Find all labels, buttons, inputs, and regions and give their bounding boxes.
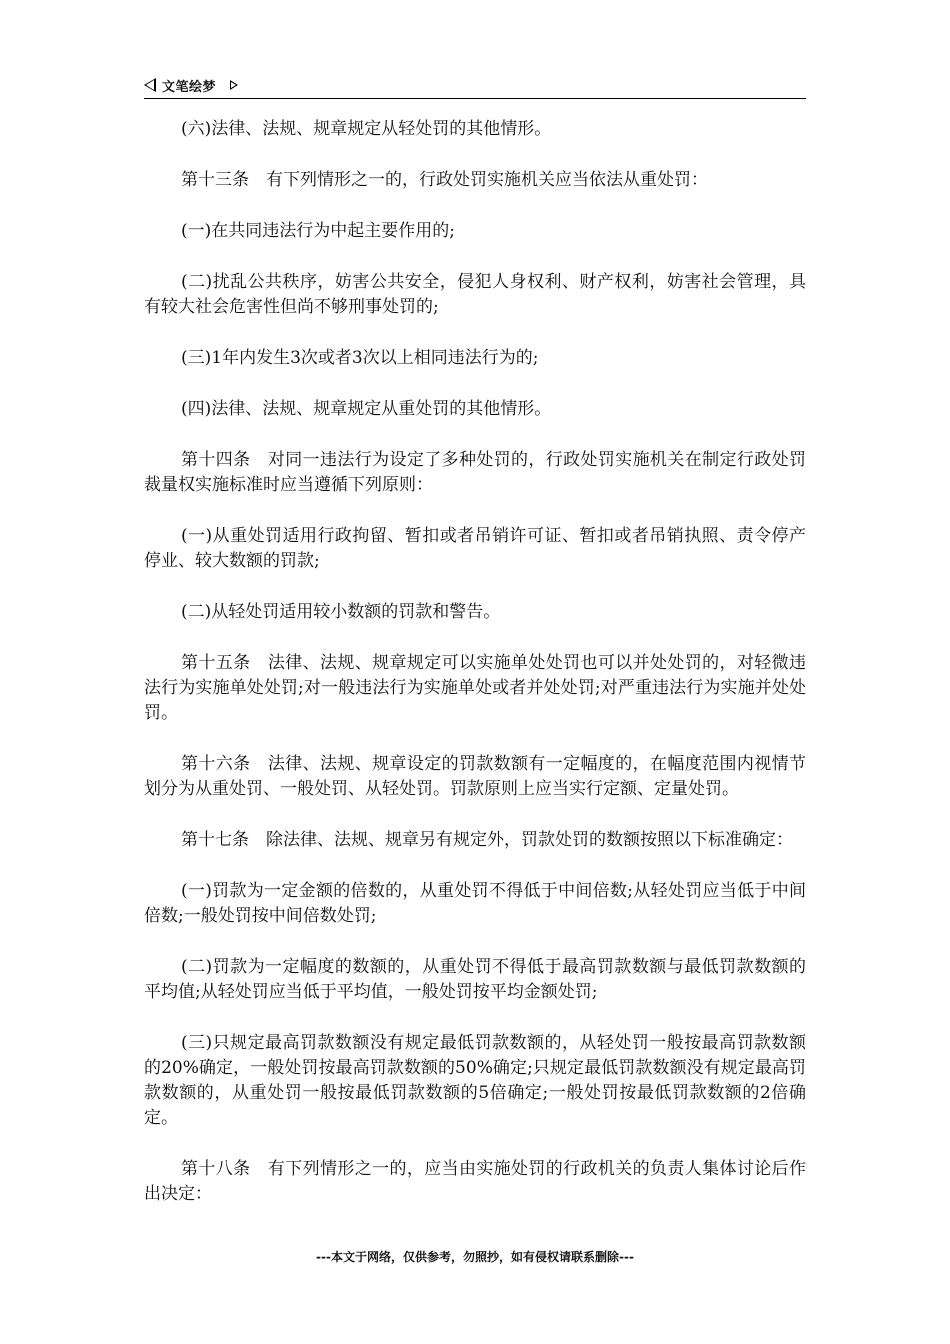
paragraph: (二)罚款为一定幅度的数额的，从重处罚不得低于最高罚款数额与最低罚款数额的平均值;从轻处罚应当低于平均值，一般处罚按平均金额处罚; — [144, 957, 806, 1002]
header-brand: 文笔绘梦 — [162, 80, 217, 95]
paragraph: 第十五条 法律、法规、规章规定可以实施单处处罚也可以并处处罚的，对轻微违法行为实施单处处罚;对一般违法行为实施单处或者并处处罚;对严重违法行为实施并处处罚。 — [144, 653, 806, 723]
page-footer: ---本文于网络，仅供参考，勿照抄，如有侵权请联系删除--- — [316, 1250, 634, 1264]
paragraph: (三)1年内发生3次或者3次以上相同违法行为的; — [181, 348, 539, 368]
paragraph: (二)从轻处罚适用较小数额的罚款和警告。 — [181, 602, 501, 622]
paragraph: (四)法律、法规、规章规定从重处罚的其他情形。 — [181, 399, 552, 419]
paragraph: 第十三条 有下列情形之一的，行政处罚实施机关应当依法从重处罚： — [181, 170, 708, 190]
triangle-right-icon — [230, 80, 238, 90]
paragraph: (三)只规定最高罚款数额没有规定最低罚款数额的，从轻处罚一般按最高罚款数额的20%确定，一般处罚按最高罚款数额的50%确定;只规定最低罚款数额没有规定最高罚款数额的，从重处罚一般按最低罚款数额的5倍确定;一般处罚按最低罚款数额的2倍确定。 — [144, 1033, 806, 1128]
paragraph: (六)法律、法规、规章规定从轻处罚的其他情形。 — [181, 119, 552, 139]
paragraph: 第十六条 法律、法规、规章设定的罚款数额有一定幅度的，在幅度范围内视情节划分为从重处罚、一般处罚、从轻处罚。罚款原则上应当实行定额、定量处罚。 — [144, 754, 806, 799]
page-header — [144, 72, 806, 99]
paragraph: 第十四条 对同一违法行为设定了多种处罚的，行政处罚实施机关在制定行政处罚裁量权实施标准时应当遵循下列原则： — [144, 450, 806, 495]
paragraph: (一)从重处罚适用行政拘留、暂扣或者吊销许可证、暂扣或者吊销执照、责令停产停业、较大数额的罚款; — [144, 526, 806, 571]
paragraph: (二)扰乱公共秩序，妨害公共安全，侵犯人身权利、财产权利，妨害社会管理，具有较大社会危害性但尚不够刑事处罚的; — [144, 272, 806, 317]
paragraph: (一)罚款为一定金额的倍数的，从重处罚不得低于中间倍数;从轻处罚应当低于中间倍数;一般处罚按中间倍数处罚; — [144, 881, 806, 926]
document-body — [144, 117, 806, 1233]
triangle-left-icon — [144, 78, 156, 92]
paragraph: (一)在共同违法行为中起主要作用的; — [181, 221, 455, 241]
paragraph: 第十七条 除法律、法规、规章另有规定外，罚款处罚的数额按照以下标准确定： — [181, 830, 793, 850]
paragraph: 第十八条 有下列情形之一的，应当由实施处罚的行政机关的负责人集体讨论后作出决定： — [144, 1159, 806, 1204]
